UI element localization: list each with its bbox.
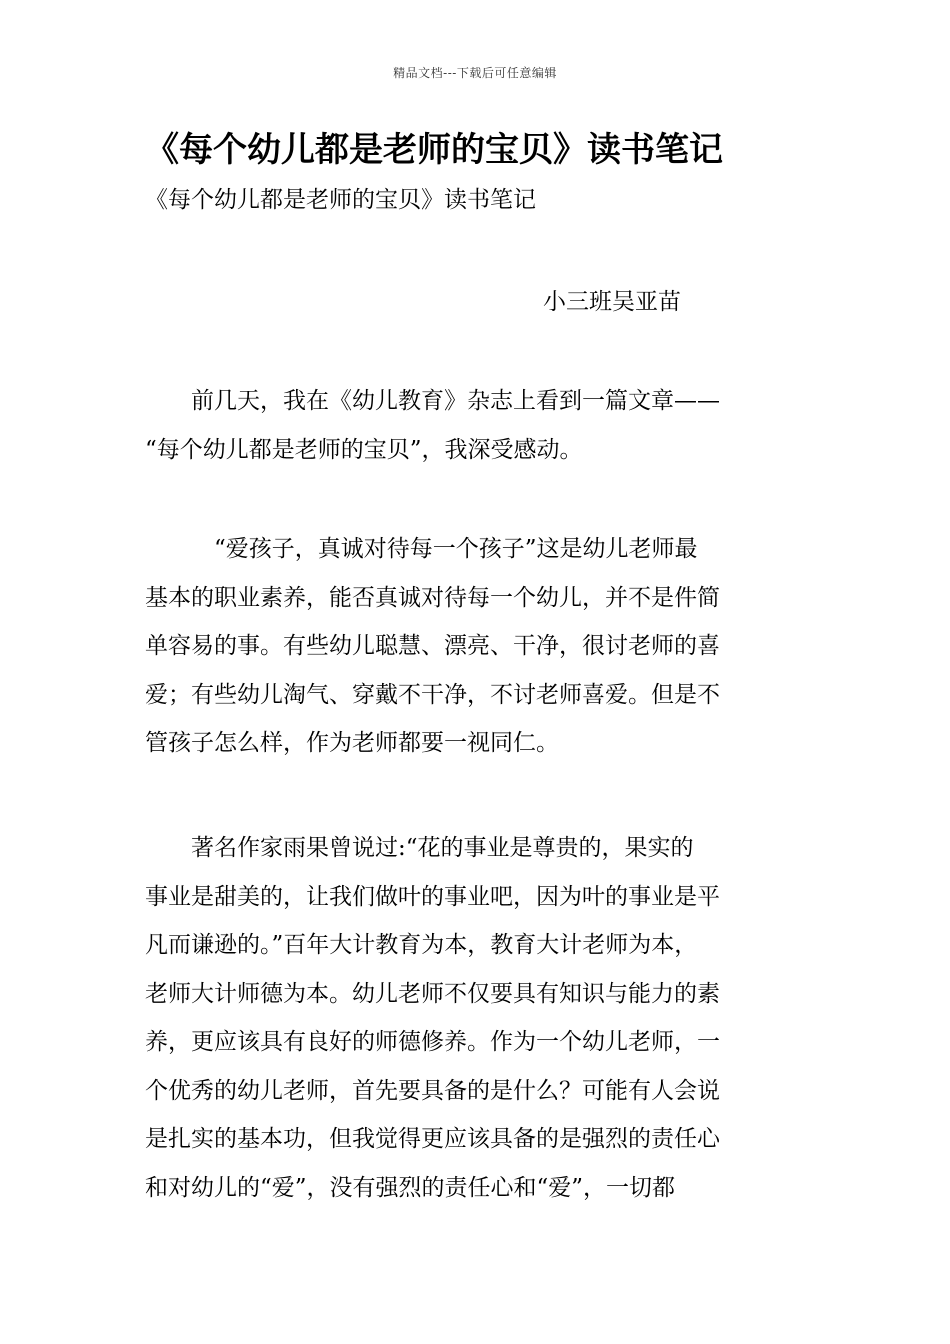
paragraph-line: “每个幼儿都是老师的宝贝”，我深受感动。 xyxy=(145,436,583,463)
paragraph-line: “爱孩子，真诚对待每一个孩子”这是幼儿老师最 xyxy=(145,536,698,562)
paragraph-hugo-quote xyxy=(145,824,805,1212)
paragraph-line: 养，更应该具有良好的师德修养。作为一个幼儿老师，一 xyxy=(145,1029,720,1055)
document-title: 《每个幼儿都是老师的宝贝》读书笔记 xyxy=(145,130,723,170)
paragraph-line: 基本的职业素养，能否真诚对待每一个幼儿，并不是件简 xyxy=(145,584,720,611)
paragraph-line: 个优秀的幼儿老师，首先要具备的是什么？可能有人会说 xyxy=(145,1077,720,1104)
paragraph-line: 是扎实的基本功，但我觉得更应该具备的是强烈的责任心 xyxy=(145,1126,720,1152)
paragraph-line: 凡而谦逊的。”百年大计教育为本，教育大计老师为本， xyxy=(145,932,698,958)
paragraph-line: 管孩子怎么样，作为老师都要一视同仁。 xyxy=(145,730,559,756)
paragraph-line: 前几天，我在《幼儿教育》杂志上看到一篇文章—— xyxy=(145,388,720,414)
document-subtitle: 《每个幼儿都是老师的宝贝》读书笔记 xyxy=(145,187,536,213)
paragraph-line: 事业是甜美的，让我们做叶的事业吧，因为叶的事业是平 xyxy=(145,883,720,910)
page-header-note: 精品文档---下载后可任意编辑 xyxy=(393,66,557,80)
paragraph-love-children xyxy=(145,525,805,768)
paragraph-intro xyxy=(145,377,805,474)
paragraph-line: 爱；有些幼儿淘气、穿戴不干净，不讨老师喜爱。但是不 xyxy=(145,681,720,708)
paragraph-line: 和对幼儿的“爱”，没有强烈的责任心和“爱”，一切都 xyxy=(145,1174,676,1201)
paragraph-line: 著名作家雨果曾说过:“花的事业是尊贵的，果实的 xyxy=(145,835,694,861)
paragraph-line: 老师大计师德为本。幼儿老师不仅要具有知识与能力的素 xyxy=(145,980,720,1007)
author-line: 小三班吴亚苗 xyxy=(543,289,681,315)
paragraph-line: 单容易的事。有些幼儿聪慧、漂亮、干净，很讨老师的喜 xyxy=(145,633,720,659)
